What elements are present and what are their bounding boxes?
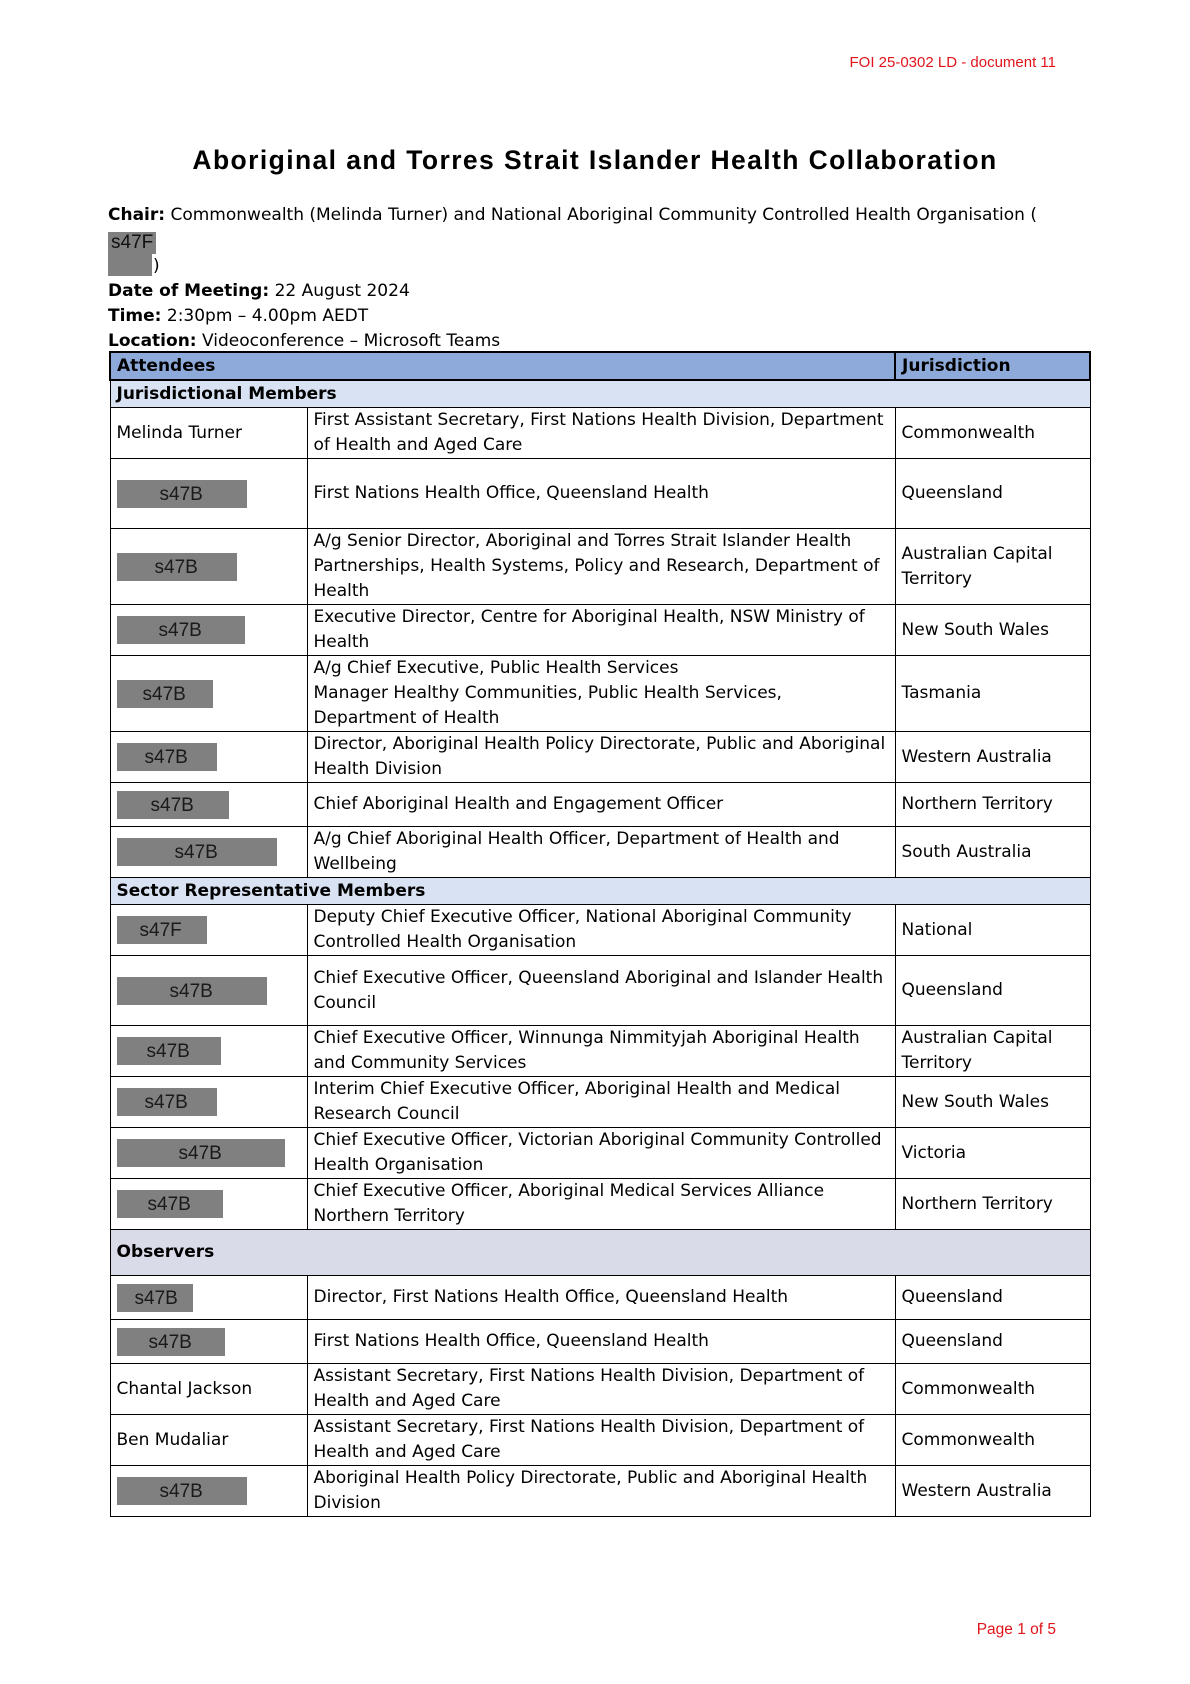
redaction-code: s47B [146,1041,190,1062]
attendee-role: Deputy Chief Executive Officer, National Aboriginal Community Controlled Health Organisation [313,907,852,952]
attendee-row [110,1026,1090,1077]
attendee-role: Director, Aboriginal Health Policy Directorate, Public and Aboriginal Health Division [313,734,886,779]
section-title: Sector Representative Members [110,878,1090,905]
jurisdiction-cell: New South Wales [895,605,1090,656]
redaction-box [117,1477,301,1505]
attendee-role: A/g Chief Aboriginal Health Officer, Department of Health and Wellbeing [313,829,840,874]
jurisdiction-cell: Victoria [895,1128,1090,1179]
redaction-code: s47F [139,920,182,941]
redaction-code: s47B [144,747,188,768]
attendee-name-cell [110,827,307,878]
jurisdiction-cell: Queensland [895,1320,1090,1364]
attendee-name-cell [110,1364,307,1415]
redaction-box [117,1037,301,1065]
chair-redaction: s47F [108,232,156,254]
attendee-name-cell [110,905,307,956]
attendee-name-cell [110,605,307,656]
attendee-role: Director, First Nations Health Office, Queensland Health [313,1287,789,1307]
redaction-box [117,1139,301,1167]
attendee-row [110,905,1090,956]
attendee-role-cell [307,1364,895,1415]
chair-close: ) [153,256,160,276]
attendee-row [110,605,1090,656]
date-value: 22 August 2024 [274,281,410,301]
attendee-role: Chief Aboriginal Health and Engagement Officer [313,794,724,814]
jurisdiction-cell: Queensland [895,1276,1090,1320]
chair-line [108,203,1068,254]
time-value: 2:30pm – 4.00pm AEDT [166,306,369,326]
attendee-name: Chantal Jackson [116,1378,253,1399]
attendee-role: First Assistant Secretary, First Nations Health Division, Department of Health and Aged Care [313,410,884,455]
redaction-box [117,743,301,771]
attendee-name-cell [110,1128,307,1179]
attendee-role: Assistant Secretary, First Nations Health Division, Department of Health and Aged Care [313,1417,865,1462]
attendee-name-cell [110,1026,307,1077]
attendee-role: First Nations Health Office, Queensland Health [313,1331,709,1351]
redaction-code: s47B [144,1092,188,1113]
attendee-name-cell [110,1276,307,1320]
attendee-role-cell [307,656,895,732]
redaction-code: s47B [159,1481,203,1502]
attendee-role-secondary: Manager Healthy Communities, Public Health Services, Department of Health [313,683,782,728]
table-header-row [110,352,1090,380]
attendee-row [110,408,1090,459]
redaction-code: s47B [178,1143,222,1164]
jurisdiction-cell: Australian Capital Territory [895,529,1090,605]
attendee-row [110,783,1090,827]
attendee-role-cell [307,905,895,956]
attendee-role: Chief Executive Officer, Winnunga Nimmityjah Aboriginal Health and Community Services [313,1028,860,1073]
chair-line-continued [108,254,1068,279]
page-number: Page 1 of 5 [976,1621,1056,1638]
attendees-table [109,351,1091,1517]
jurisdiction-cell: Queensland [895,459,1090,529]
redaction-box [117,1284,301,1312]
redaction-code: s47B [158,620,202,641]
jurisdiction-cell: Western Australia [895,1466,1090,1517]
attendee-row [110,1364,1090,1415]
attendee-role: Chief Executive Officer, Queensland Aboriginal and Islander Health Council [313,967,884,1013]
section-header-row [110,878,1090,905]
redaction-code: s47B [142,683,186,705]
redaction-box [117,480,301,508]
attendee-role-cell [307,827,895,878]
date-label: Date of Meeting: [108,281,270,301]
attendee-role-cell [307,605,895,656]
redaction-box [117,553,301,581]
redaction-box [117,1190,301,1218]
attendee-role-cell [307,1415,895,1466]
attendee-role: A/g Senior Director, Aboriginal and Torres Strait Islander Health Partnerships, Health Systems, Policy and Research, Department of Health [313,531,880,601]
jurisdiction-cell: Commonwealth [895,1415,1090,1466]
attendee-row [110,956,1090,1026]
attendee-name-cell [110,1466,307,1517]
redaction-box [117,1088,301,1116]
attendee-row [110,732,1090,783]
redaction-box [117,838,301,866]
attendee-row [110,459,1090,529]
attendee-role-cell [307,459,895,529]
jurisdiction-cell: Commonwealth [895,1364,1090,1415]
attendee-role-cell [307,529,895,605]
attendee-name-cell [110,1179,307,1230]
jurisdiction-header: Jurisdiction [895,352,1090,380]
redaction-box [117,1328,301,1356]
attendee-row [110,529,1090,605]
redaction-code: s47B [134,1287,178,1309]
attendee-row [110,1128,1090,1179]
attendee-role-cell [307,732,895,783]
location-value: Videoconference – Microsoft Teams [202,331,501,351]
attendee-role: Aboriginal Health Policy Directorate, Public and Aboriginal Health Division [313,1468,868,1513]
chair-value: Commonwealth (Melinda Turner) and National Aboriginal Community Controlled Health Organisation ( [170,205,1037,225]
jurisdiction-cell: Western Australia [895,732,1090,783]
attendee-role: Executive Director, Centre for Aboriginal Health, NSW Ministry of Health [313,607,865,652]
section-title: Observers [110,1230,1090,1276]
time-line [108,304,1068,329]
attendee-name-cell [110,1415,307,1466]
time-label: Time: [108,306,162,326]
attendee-row [110,656,1090,732]
redaction-code: s47B [174,842,218,863]
attendee-role-cell [307,408,895,459]
attendee-row [110,1415,1090,1466]
attendees-header: Attendees [110,352,895,380]
attendee-name-cell [110,656,307,732]
attendee-role-cell [307,956,895,1026]
attendee-role: Chief Executive Officer, Aboriginal Medical Services Alliance Northern Territory [313,1181,825,1226]
section-header-row [110,380,1090,408]
attendee-name-cell [110,783,307,827]
jurisdiction-cell: Tasmania [895,656,1090,732]
attendee-row [110,1320,1090,1364]
date-line [108,279,1068,304]
redaction-code: s47B [150,794,194,816]
attendee-name-cell [110,529,307,605]
redaction-box [117,977,301,1005]
attendee-name-cell [110,1077,307,1128]
attendee-name-cell [110,1320,307,1364]
meeting-details [108,203,1068,354]
attendee-role: First Nations Health Office, Queensland Health [313,483,709,503]
attendee-role-cell [307,1320,895,1364]
jurisdiction-cell: National [895,905,1090,956]
attendee-role-cell [307,783,895,827]
attendee-name-cell [110,408,307,459]
attendee-name: Ben Mudaliar [116,1429,229,1450]
attendee-role: Chief Executive Officer, Victorian Aboriginal Community Controlled Health Organisation [313,1130,882,1175]
section-title: Jurisdictional Members [110,380,1090,408]
attendee-role-cell [307,1466,895,1517]
attendee-name-cell [110,459,307,529]
location-label: Location: [108,331,197,351]
document-title: Aboriginal and Torres Strait Islander Health Collaboration [192,145,998,175]
attendee-name-cell [110,732,307,783]
redaction-code: s47B [147,1194,191,1215]
attendee-role-cell [307,1128,895,1179]
attendee-row [110,1077,1090,1128]
redaction-code: s47B [169,980,213,1002]
jurisdiction-cell: Commonwealth [895,408,1090,459]
attendee-row [110,1466,1090,1517]
attendee-role: Interim Chief Executive Officer, Aboriginal Health and Medical Research Council [313,1079,841,1124]
chair-label: Chair: [108,205,166,225]
redaction-box [117,680,301,708]
redaction-box [117,916,301,944]
redaction-box [117,616,301,644]
attendee-role: A/g Chief Executive, Public Health Services [313,658,679,678]
jurisdiction-cell: Queensland [895,956,1090,1026]
attendee-role-cell [307,1026,895,1077]
jurisdiction-cell: New South Wales [895,1077,1090,1128]
redaction-block [108,254,152,276]
attendee-role-cell [307,1077,895,1128]
redaction-code: s47B [154,556,198,578]
jurisdiction-cell: Australian Capital Territory [895,1026,1090,1077]
section-header-row [110,1230,1090,1276]
attendee-role: Assistant Secretary, First Nations Health Division, Department of Health and Aged Care [313,1366,865,1411]
redaction-code: s47B [148,1331,192,1353]
jurisdiction-cell: Northern Territory [895,783,1090,827]
attendee-name: Melinda Turner [116,422,242,443]
attendee-role-cell [307,1276,895,1320]
attendee-row [110,1179,1090,1230]
jurisdiction-cell: South Australia [895,827,1090,878]
attendee-role-cell [307,1179,895,1230]
redaction-code: s47B [159,483,203,505]
attendee-name-cell [110,956,307,1026]
jurisdiction-cell: Northern Territory [895,1179,1090,1230]
attendee-row [110,827,1090,878]
redaction-box [117,791,301,819]
foi-reference: FOI 25-0302 LD - document 11 [849,54,1056,71]
attendee-row [110,1276,1090,1320]
